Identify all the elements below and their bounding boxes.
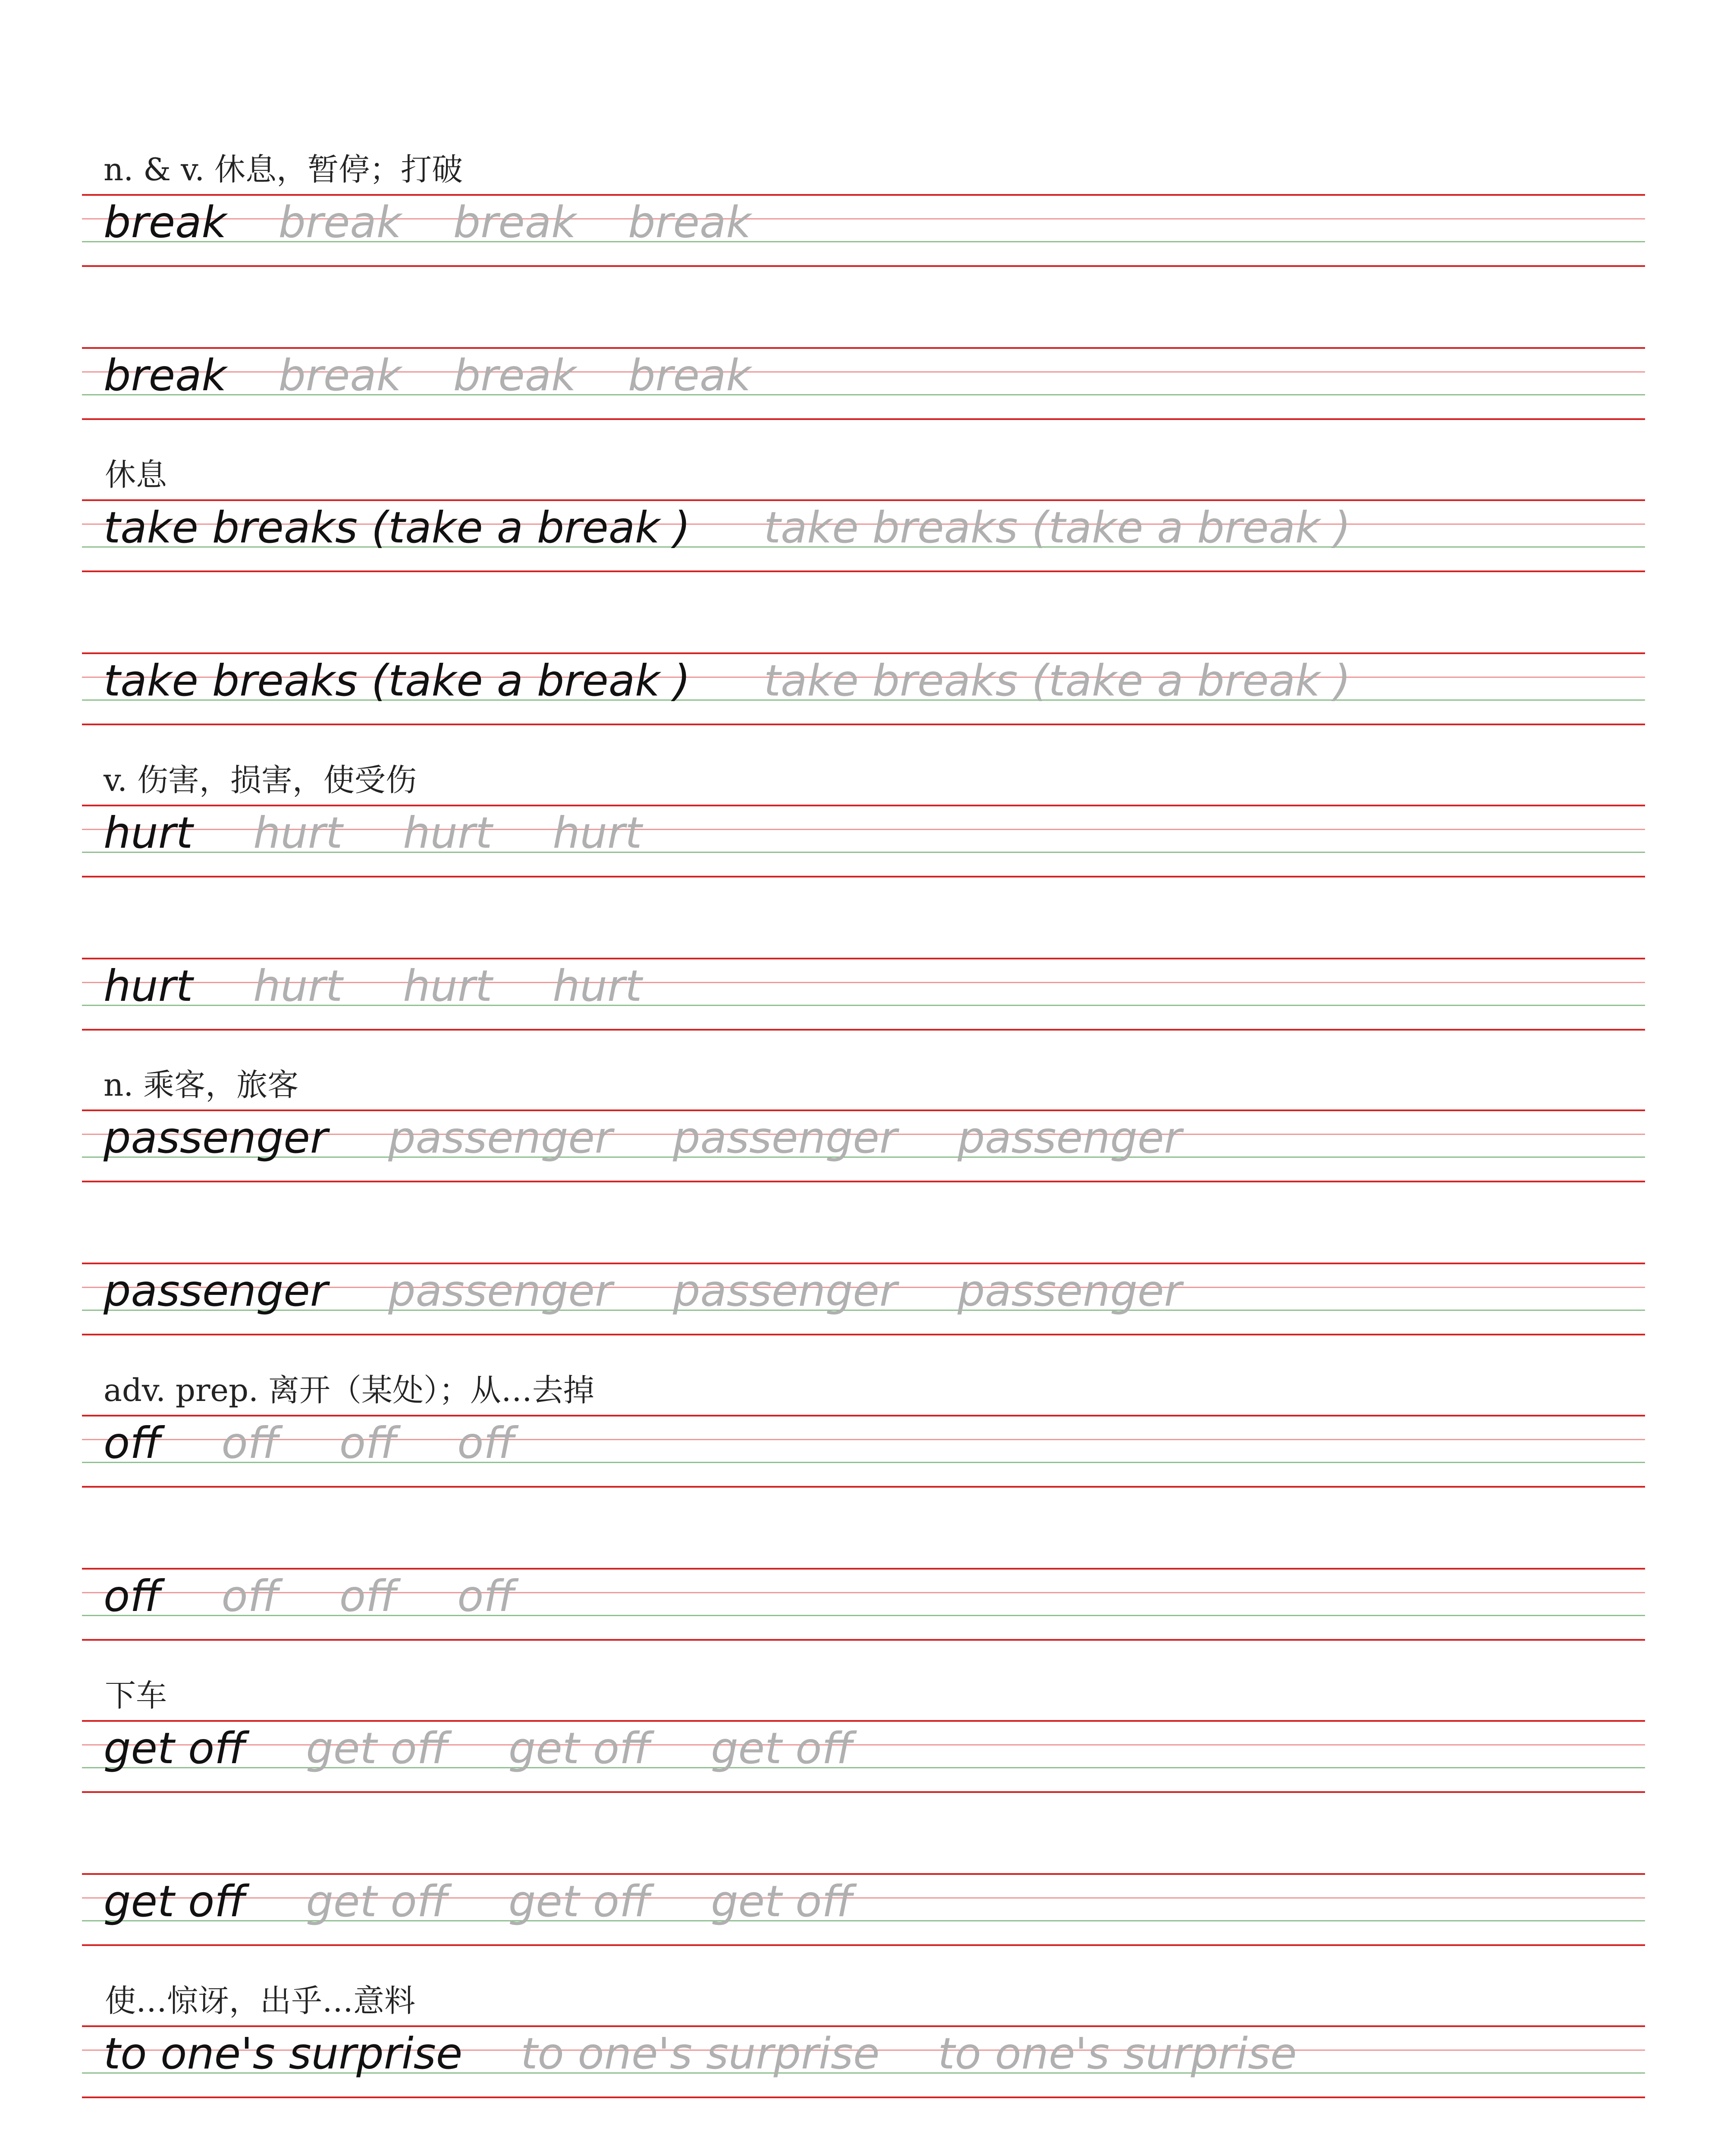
model-word: hurt: [104, 808, 193, 858]
practice-words: [104, 350, 751, 401]
practice-words: [104, 655, 1351, 707]
trace-word: hurt: [553, 961, 642, 1011]
writing-row: [82, 2025, 1645, 2098]
guide-line: [82, 1486, 1645, 1488]
guide-line: [82, 1639, 1645, 1641]
trace-word: take breaks (take a break ): [763, 655, 1351, 706]
model-word: break: [104, 350, 227, 401]
guide-line: [82, 418, 1645, 420]
practice-words: [104, 1112, 1182, 1164]
guide-line: [82, 1334, 1645, 1335]
entry-definition: 休息: [105, 457, 167, 493]
entry-definition: adv. prep. 离开（某处）；从…去掉: [104, 1372, 594, 1408]
writing-row: [82, 1415, 1645, 1488]
trace-word: hurt: [253, 961, 343, 1011]
model-word: to one's surprise: [104, 2028, 463, 2079]
practice-words: [104, 1876, 853, 1927]
trace-word: break: [278, 197, 402, 248]
writing-row: [82, 805, 1645, 877]
trace-word: passenger: [388, 1112, 612, 1163]
entry-definition: v. 伤害，损害，使受伤: [104, 762, 417, 798]
practice-words: [104, 1417, 515, 1469]
writing-row: [82, 1568, 1645, 1641]
writing-row: [82, 194, 1645, 267]
trace-word: passenger: [672, 1266, 897, 1316]
guide-line: [82, 499, 1645, 501]
writing-row: [82, 499, 1645, 572]
guide-line: [82, 876, 1645, 877]
guide-line: [82, 194, 1645, 196]
trace-word: off: [457, 1571, 515, 1621]
practice-words: [104, 1570, 515, 1622]
writing-row: [82, 1263, 1645, 1335]
model-word: passenger: [104, 1266, 328, 1316]
trace-word: off: [339, 1571, 397, 1621]
trace-word: hurt: [403, 808, 493, 858]
trace-word: get off: [306, 1723, 448, 1774]
trace-word: passenger: [672, 1112, 897, 1163]
trace-word: hurt: [253, 808, 343, 858]
guide-line: [82, 724, 1645, 725]
model-word: break: [104, 197, 227, 248]
trace-word: get off: [508, 1876, 651, 1927]
guide-line: [82, 570, 1645, 572]
trace-word: break: [278, 350, 402, 401]
model-word: off: [104, 1418, 161, 1468]
writing-row: [82, 1873, 1645, 1946]
trace-word: get off: [711, 1876, 853, 1927]
writing-row: [82, 347, 1645, 420]
guide-line: [82, 1029, 1645, 1031]
trace-word: break: [453, 197, 576, 248]
guide-line: [82, 2096, 1645, 2098]
model-word: get off: [104, 1876, 246, 1927]
practice-words: [104, 807, 642, 859]
guide-line: [82, 1944, 1645, 1946]
guide-line: [82, 1263, 1645, 1264]
entry-definition: 下车: [105, 1677, 167, 1714]
trace-word: take breaks (take a break ): [763, 502, 1351, 553]
guide-line: [82, 1181, 1645, 1182]
guide-line: [82, 265, 1645, 267]
practice-words: [104, 1265, 1182, 1317]
writing-row: [82, 1720, 1645, 1793]
guide-line: [82, 958, 1645, 959]
practice-words: [104, 1723, 853, 1774]
trace-word: off: [457, 1418, 515, 1468]
writing-row: [82, 958, 1645, 1031]
trace-word: hurt: [403, 961, 493, 1011]
trace-word: passenger: [957, 1266, 1182, 1316]
guide-line: [82, 1791, 1645, 1793]
trace-word: passenger: [388, 1266, 612, 1316]
model-word: get off: [104, 1723, 246, 1774]
guide-line: [82, 1109, 1645, 1111]
model-word: take breaks (take a break ): [104, 502, 691, 553]
trace-word: off: [221, 1571, 279, 1621]
trace-word: break: [453, 350, 576, 401]
practice-words: [104, 197, 751, 248]
trace-word: get off: [711, 1723, 853, 1774]
trace-word: to one's surprise: [521, 2028, 880, 2079]
guide-line: [82, 1415, 1645, 1416]
model-word: hurt: [104, 961, 193, 1011]
practice-words: [104, 502, 1351, 554]
guide-line: [82, 805, 1645, 806]
trace-word: break: [628, 350, 751, 401]
guide-line: [82, 1873, 1645, 1875]
model-word: passenger: [104, 1112, 328, 1163]
trace-word: hurt: [553, 808, 642, 858]
practice-words: [104, 960, 642, 1012]
trace-word: to one's surprise: [938, 2028, 1297, 2079]
writing-row: [82, 1109, 1645, 1182]
writing-row: [82, 652, 1645, 725]
trace-word: off: [221, 1418, 279, 1468]
model-word: take breaks (take a break ): [104, 655, 691, 706]
model-word: off: [104, 1571, 161, 1621]
entry-definition: 使…惊讶，出乎…意料: [105, 1983, 416, 2019]
trace-word: break: [628, 197, 751, 248]
guide-line: [82, 347, 1645, 349]
trace-word: off: [339, 1418, 397, 1468]
trace-word: get off: [508, 1723, 651, 1774]
trace-word: passenger: [957, 1112, 1182, 1163]
entry-definition: n. 乘客，旅客: [104, 1067, 299, 1103]
guide-line: [82, 1568, 1645, 1570]
trace-word: get off: [306, 1876, 448, 1927]
entry-definition: n. & v. 休息，暂停；打破: [104, 151, 463, 188]
guide-line: [82, 2025, 1645, 2027]
practice-words: [104, 2028, 1297, 2080]
guide-line: [82, 652, 1645, 654]
guide-line: [82, 1720, 1645, 1722]
